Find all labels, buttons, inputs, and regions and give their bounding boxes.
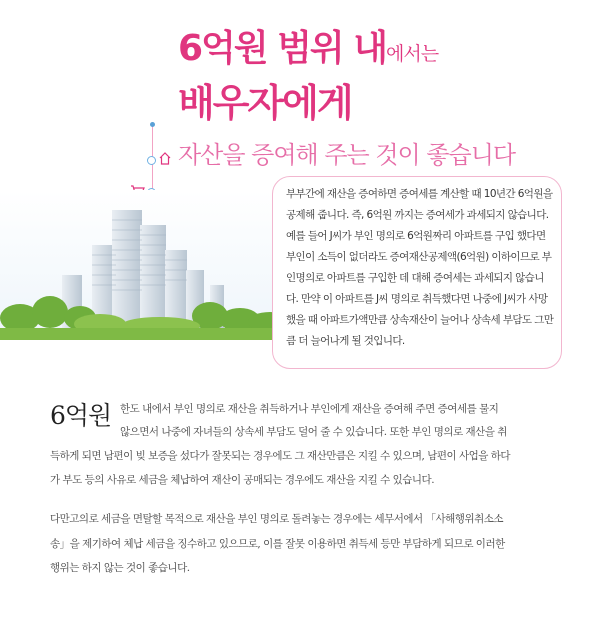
headline-subtitle: 자산을 증여해 주는 것이 좋습니다	[178, 141, 516, 169]
body-line: 행위는 하지 않는 것이 좋습니다.	[50, 562, 190, 574]
drop-word: 6억원	[50, 401, 112, 430]
body-line: 송」을 제기하여 체납 세금을 징수하고 있으므로, 이를 잘못 이용하면 취득세 등만 부담하게 되므로 이러한	[50, 538, 505, 550]
info-box	[272, 176, 562, 369]
info-line: 부인이 소득이 없더라도 증여재산공제액(6억원) 이하이므로 부	[286, 251, 552, 263]
info-line: 다. 만약 이 아파트를 J씨 명의로 취득했다면 나중에 J씨가 사망	[286, 293, 548, 305]
body-line: 가 부도 등의 사유로 세금을 체납하여 재산이 공매되는 경우에도 재산을 지킬 수 있습니다.	[50, 474, 435, 486]
timeline-dot	[150, 122, 155, 127]
body-line: 않으면서 나중에 자녀들의 상속세 부담도 덜어 줄 수 있습니다. 또한 부인 명의로 재산을 취	[120, 426, 507, 438]
info-line: 부부간에 재산을 증여하면 증여세를 계산할 때 10년간 6억원을	[286, 188, 553, 200]
body-line: 다만고의로 세금을 면탈할 목적으로 재산을 부인 명의로 돌려놓는 경우에는 세무서에서 「사해행위취소소	[50, 513, 504, 525]
info-line: 공제해 줍니다. 즉, 6억원 까지는 증여세가 과세되지 않습니다.	[286, 209, 549, 221]
info-line: 예를 들어 J씨가 부인 명의로 6억원짜리 아파트를 구입 했다면	[286, 230, 546, 242]
body-line: 한도 내에서 부인 명의로 재산을 취득하거나 부인에게 재산을 증여해 주면 증여세를 물지	[120, 403, 499, 415]
timeline-ring	[147, 156, 156, 165]
apartment-buildings-illustration	[0, 190, 300, 340]
headline-suffix: 에서는	[386, 43, 439, 65]
headline-amount: 6억원 범위 내	[178, 28, 386, 69]
house-icon	[158, 150, 172, 166]
info-line: 큼 더 늘어나게 될 것입니다.	[286, 335, 405, 347]
headline-line2: 배우자에게	[178, 81, 352, 125]
headline-line1	[178, 20, 438, 71]
info-line: 했을 때 아파트가액만큼 상속재산이 늘어나 상속세 부담도 그만	[286, 314, 554, 326]
info-line: 인명의로 아파트를 구입한 데 대해 증여세는 과세되지 않습니	[286, 272, 544, 284]
body-line: 득하게 되면 남편이 빚 보증을 섰다가 잘못되는 경우에도 그 재산만큼은 지킬 수 있으며, 남편이 사업을 하다	[50, 450, 511, 462]
